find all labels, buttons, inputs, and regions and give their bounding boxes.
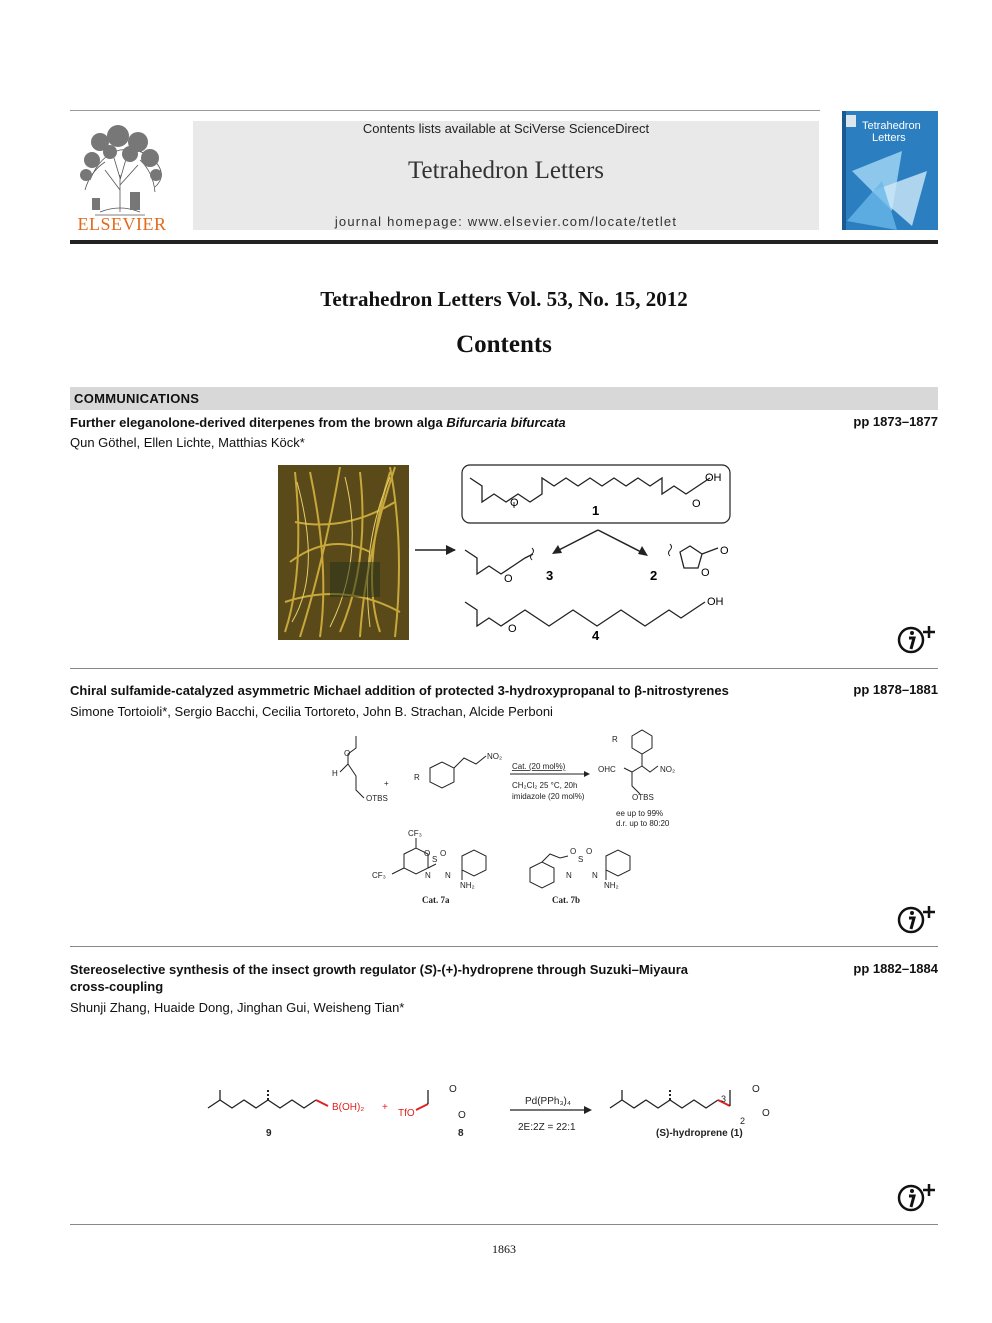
compound-1-label: 1 [592, 503, 600, 518]
cat7b-nh2: NH₂ [604, 881, 619, 890]
cat7a-cf3-left: CF₃ [372, 871, 386, 880]
cover-title-line2: Letters [872, 132, 906, 144]
info-plus-icon[interactable] [895, 622, 939, 654]
article-1-pages: pp 1873–1877 [853, 414, 938, 429]
article-3-authors: Shunji Zhang, Huaide Dong, Jinghan Gui, Weisheng Tian* [70, 1000, 405, 1015]
sciverse-link[interactable]: Contents lists available at SciVerse ScienceDirect [362, 121, 650, 136]
header-top-rule [70, 110, 820, 111]
plus-sign: + [382, 1102, 388, 1113]
nitrostyrene-r: R [414, 773, 420, 782]
cat7a-nh2: NH₂ [460, 881, 475, 890]
journal-cover-image [842, 111, 938, 230]
compound-2-label: 2 [650, 568, 658, 583]
position-2-label: 2 [740, 1116, 746, 1126]
compound-8-ester-o: O [458, 1110, 466, 1121]
ee-result: ee up to 99% [616, 809, 664, 818]
cat7a-n1: N [425, 871, 431, 880]
cat7b-o2: O [586, 847, 593, 856]
article-1-title[interactable] [70, 414, 750, 431]
article-3-title-line2: cross-coupling [70, 979, 164, 994]
journal-homepage[interactable]: journal homepage: www.elsevier.com/locate/tetlet [334, 214, 678, 229]
cat-7b-label: Cat. 7b [552, 895, 581, 905]
article-2-pages: pp 1878–1881 [853, 682, 938, 697]
compound-2-ring-o: O [701, 567, 710, 579]
article-1-title-text: Further eleganolone-derived diterpenes from the brown alga [70, 415, 447, 430]
compound-4-label: 4 [592, 628, 600, 643]
product-ohc: OHC [598, 765, 616, 774]
compound-4-skeleton [465, 602, 705, 626]
compound-1-oh: OH [705, 472, 722, 484]
article-3-graphical-abstract [200, 1078, 810, 1148]
catalyst-condition: Cat. (20 mol%) [512, 762, 566, 771]
plus-sign: + [384, 779, 389, 788]
article-1-graphical-abstract [270, 462, 750, 644]
compound-1-ketone-o: O [510, 497, 519, 509]
aldehyde-h: H [332, 769, 338, 778]
compound-9-skeleton [208, 1100, 316, 1108]
article-1-title-italic: Bifurcaria bifurcata [446, 415, 566, 430]
article-1-authors: Qun Göthel, Ellen Lichte, Matthias Köck* [70, 435, 305, 450]
compound-9-label: 9 [266, 1128, 272, 1139]
contents-heading: Contents [456, 331, 552, 358]
boronic-acid-label: B(OH)₂ [332, 1102, 365, 1113]
cat7a-o2: O [440, 849, 447, 858]
cat7a-n2: N [445, 871, 451, 880]
compound-4-o: O [508, 623, 517, 635]
triflate-label: TfO [398, 1108, 415, 1119]
page-number: 1863 [492, 1242, 516, 1256]
palladium-reagent: Pd(PPh₃)₄ [525, 1096, 571, 1107]
hydroprene-label: (S)-hydroprene (1) [656, 1128, 743, 1139]
article-2-graphical-abstract [320, 728, 700, 908]
aldehyde-o: O [344, 749, 351, 758]
product-otbs: OTBS [632, 793, 654, 802]
arrow-1-to-2 [598, 530, 645, 554]
article-separator [70, 946, 938, 947]
hydroprene-skeleton [610, 1100, 718, 1108]
article-3-title-part1: Stereoselective synthesis of the insect growth regulator ( [70, 962, 424, 977]
compound-3-o: O [504, 573, 513, 585]
article-3-title[interactable] [70, 961, 750, 995]
article-2-title[interactable]: Chiral sulfamide-catalyzed asymmetric Michael addition of protected 3-hydroxypropanal to β-nitrostyrenes [70, 683, 729, 698]
section-label: COMMUNICATIONS [74, 391, 200, 406]
compound-2-carbonyl-o: O [720, 545, 729, 557]
elsevier-wordmark: ELSEVIER [77, 214, 167, 234]
nitrostyrene-no2: NO₂ [487, 752, 503, 761]
solvent-temperature: CH₂Cl₂ 25 °C, 20h [512, 781, 578, 790]
ez-ratio: 2E:2Z = 22:1 [518, 1122, 576, 1133]
compound-8-carbonyl-o: O [449, 1084, 457, 1095]
additive-condition: imidazole (20 mol%) [512, 792, 585, 801]
cat7a-s: S [432, 855, 438, 864]
section-bar [70, 387, 938, 410]
compound-1-skeleton [470, 478, 710, 502]
article-3-title-part2: )-(+)-hydroprene through Suzuki–Miyaura [432, 962, 688, 977]
volume-heading: Tetrahedron Letters Vol. 53, No. 15, 2012 [320, 287, 688, 311]
hydroprene-carbonyl-o: O [752, 1084, 760, 1095]
header-bottom-rule [70, 240, 938, 244]
cat7a-cf3-top: CF₃ [408, 829, 422, 838]
compound-8-label: 8 [458, 1128, 464, 1139]
journal-title: Tetrahedron Letters [407, 157, 605, 184]
compound-3-label: 3 [546, 568, 554, 583]
article-3-pages: pp 1882–1884 [853, 961, 938, 976]
product-no2: NO₂ [660, 765, 676, 774]
dr-result: d.r. up to 80:20 [616, 819, 670, 828]
article-separator [70, 668, 938, 669]
product-r: R [612, 735, 618, 744]
cat7a-o1: O [424, 849, 431, 858]
hydroprene-ester-o: O [762, 1108, 770, 1119]
compound-2-ring [680, 546, 702, 568]
cover-title-line1: Tetrahedron [862, 120, 921, 132]
position-3-label: 3 [721, 1094, 727, 1104]
compound-4-oh: OH [707, 596, 724, 608]
cat7b-s: S [578, 855, 584, 864]
article-separator [70, 1224, 938, 1225]
info-plus-icon[interactable] [895, 902, 939, 934]
compound-1-acid-o: O [692, 498, 701, 510]
cat7b-n2: N [592, 871, 598, 880]
article-3-title-italic: S [423, 962, 433, 977]
compound-3-skeleton [465, 550, 533, 574]
info-plus-icon[interactable] [895, 1180, 939, 1212]
cat-7a-label: Cat. 7a [422, 895, 450, 905]
cat7b-n1: N [566, 871, 572, 880]
arrow-1-to-3 [555, 530, 598, 552]
article-2-authors: Simone Tortoioli*, Sergio Bacchi, Cecilia Tortoreto, John B. Strachan, Alcide Perboni [70, 704, 553, 719]
algae-photo [278, 465, 409, 640]
cat7b-o1: O [570, 847, 577, 856]
aldehyde-otbs: OTBS [366, 794, 388, 803]
